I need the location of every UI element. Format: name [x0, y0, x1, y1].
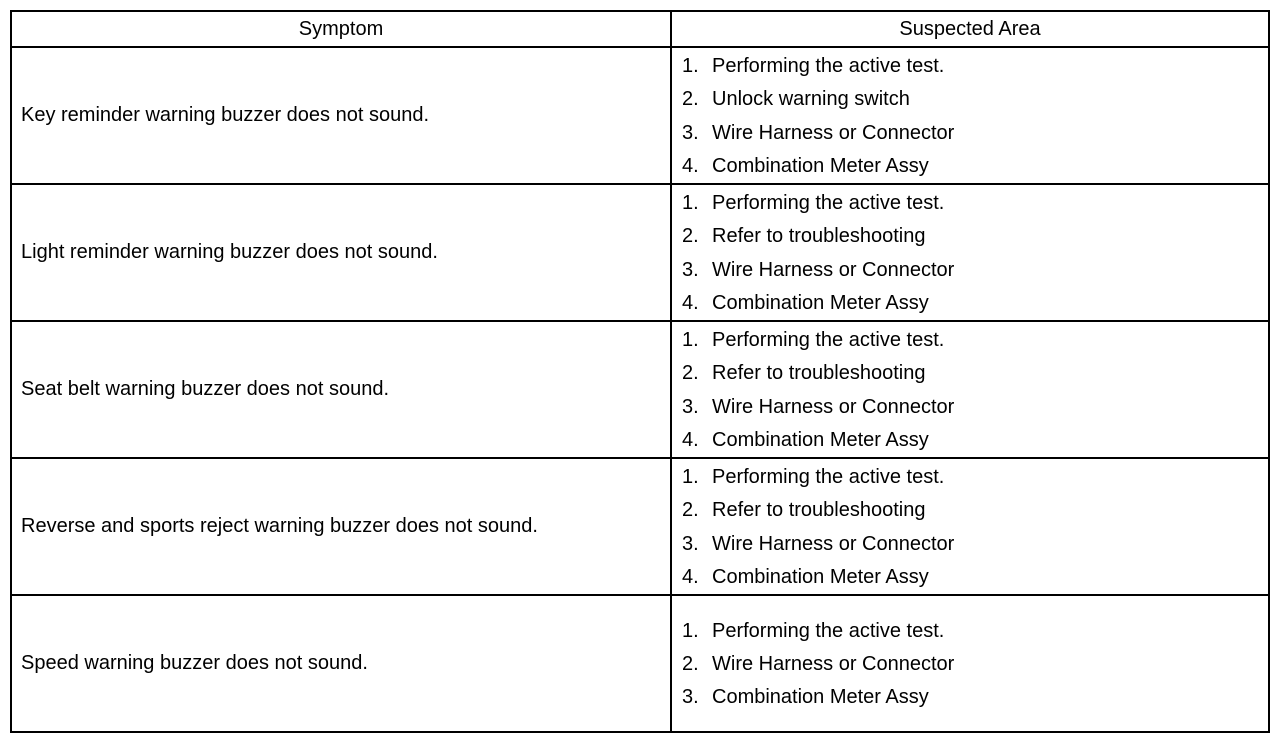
list-item-text: Wire Harness or Connector [712, 395, 955, 418]
symptom-cell: Key reminder warning buzzer does not sound. [11, 47, 671, 184]
list-item-number: 1. [682, 619, 699, 642]
list-item [682, 287, 1268, 320]
list-item [682, 50, 1268, 83]
list-item [682, 357, 1268, 390]
header-symptom: Symptom [11, 11, 671, 47]
suspected-area-cell [671, 458, 1269, 595]
list-item [682, 220, 1268, 253]
list-item-number: 2. [682, 362, 699, 385]
list-item [682, 324, 1268, 357]
list-item [682, 615, 1268, 648]
list-item [682, 391, 1268, 424]
table-row [11, 595, 1269, 732]
list-item-text: Performing the active test. [712, 466, 945, 489]
list-item [682, 150, 1268, 183]
list-item-number: 4. [682, 565, 699, 588]
list-item-number: 3. [682, 395, 699, 418]
list-item-text: Refer to troubleshooting [712, 499, 926, 522]
suspected-area-list [672, 613, 1268, 715]
list-item [682, 83, 1268, 116]
suspected-area-list [672, 185, 1268, 320]
symptom-cell: Reverse and sports reject warning buzzer does not sound. [11, 458, 671, 595]
list-item-text: Performing the active test. [712, 55, 945, 78]
list-item [682, 117, 1268, 150]
table-row [11, 47, 1269, 184]
header-suspected-area: Suspected Area [671, 11, 1269, 47]
symptom-cell: Speed warning buzzer does not sound. [11, 595, 671, 732]
list-item-text: Combination Meter Assy [712, 291, 929, 314]
list-item [682, 254, 1268, 287]
list-item-text: Combination Meter Assy [712, 154, 929, 177]
header-row [11, 11, 1269, 47]
list-item-number: 4. [682, 154, 699, 177]
suspected-area-cell [671, 184, 1269, 321]
list-item-text: Performing the active test. [712, 329, 945, 352]
suspected-area-cell [671, 321, 1269, 458]
list-item-number: 2. [682, 652, 699, 675]
symptom-cell: Light reminder warning buzzer does not sound. [11, 184, 671, 321]
list-item-number: 1. [682, 329, 699, 352]
table-row [11, 458, 1269, 595]
list-item-text: Unlock warning switch [712, 88, 910, 111]
list-item-number: 3. [682, 121, 699, 144]
table-row [11, 321, 1269, 458]
list-item-text: Wire Harness or Connector [712, 652, 955, 675]
list-item-number: 1. [682, 466, 699, 489]
list-item-number: 3. [682, 258, 699, 281]
list-item [682, 561, 1268, 594]
suspected-area-cell [671, 47, 1269, 184]
list-item [682, 461, 1268, 494]
table-header [11, 11, 1269, 47]
list-item-text: Refer to troubleshooting [712, 362, 926, 385]
troubleshooting-table [10, 10, 1270, 733]
list-item [682, 681, 1268, 714]
list-item-number: 2. [682, 88, 699, 111]
list-item-text: Performing the active test. [712, 619, 945, 642]
suspected-area-list [672, 48, 1268, 183]
suspected-area-list [672, 322, 1268, 457]
list-item-number: 3. [682, 686, 699, 709]
list-item [682, 528, 1268, 561]
list-item-number: 4. [682, 428, 699, 451]
list-item [682, 187, 1268, 220]
list-item-text: Wire Harness or Connector [712, 258, 955, 281]
suspected-area-cell [671, 595, 1269, 732]
list-item-number: 2. [682, 225, 699, 248]
list-item-number: 2. [682, 499, 699, 522]
list-item-text: Performing the active test. [712, 192, 945, 215]
suspected-area-list [672, 459, 1268, 594]
list-item-text: Combination Meter Assy [712, 686, 929, 709]
list-item-number: 1. [682, 55, 699, 78]
list-item-text: Wire Harness or Connector [712, 121, 955, 144]
list-item-number: 4. [682, 291, 699, 314]
list-item [682, 424, 1268, 457]
symptom-cell: Seat belt warning buzzer does not sound. [11, 321, 671, 458]
list-item [682, 648, 1268, 681]
table-row [11, 184, 1269, 321]
list-item [682, 494, 1268, 527]
list-item-number: 1. [682, 192, 699, 215]
list-item-text: Wire Harness or Connector [712, 532, 955, 555]
list-item-text: Combination Meter Assy [712, 565, 929, 588]
list-item-text: Combination Meter Assy [712, 428, 929, 451]
list-item-text: Refer to troubleshooting [712, 225, 926, 248]
table-body [11, 47, 1269, 732]
list-item-number: 3. [682, 532, 699, 555]
